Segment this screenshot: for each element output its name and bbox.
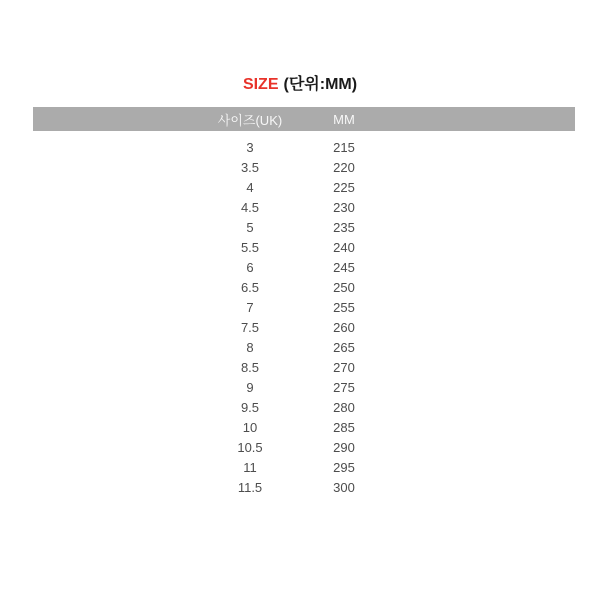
cell-mm: 285 (333, 419, 355, 435)
title-size-label: SIZE (242, 76, 279, 93)
table-row (33, 137, 575, 157)
table-row (33, 317, 575, 337)
cell-size-uk: 5 (246, 219, 254, 235)
cell-mm: 220 (333, 159, 355, 175)
cell-size-uk: 7.5 (240, 319, 260, 335)
table-row (33, 457, 575, 477)
cell-mm: 215 (333, 139, 355, 155)
table-row (33, 437, 575, 457)
cell-mm: 260 (333, 319, 355, 335)
cell-mm: 275 (333, 379, 355, 395)
cell-mm: 300 (333, 479, 355, 495)
cell-mm: 235 (333, 219, 355, 235)
cell-size-uk: 9.5 (240, 399, 260, 415)
table-row (33, 337, 575, 357)
table-row (33, 297, 575, 317)
table-row (33, 217, 575, 237)
table-row (33, 377, 575, 397)
size-table (33, 107, 575, 497)
cell-size-uk: 11.5 (237, 479, 263, 495)
cell-mm: 245 (333, 259, 355, 275)
page-title (0, 76, 600, 94)
table-row (33, 277, 575, 297)
cell-size-uk: 8.5 (240, 359, 260, 375)
cell-mm: 295 (333, 459, 355, 475)
cell-size-uk: 10.5 (237, 439, 263, 455)
cell-size-uk: 10 (242, 419, 258, 435)
cell-size-uk: 3 (246, 139, 254, 155)
cell-mm: 250 (333, 279, 355, 295)
cell-mm: 290 (333, 439, 355, 455)
cell-mm: 280 (333, 399, 355, 415)
cell-mm: 230 (333, 199, 355, 215)
cell-size-uk: 4.5 (240, 199, 260, 215)
title-unit-label: (단위:MM) (283, 76, 358, 93)
table-row (33, 197, 575, 217)
cell-mm: 240 (333, 239, 355, 255)
table-row (33, 397, 575, 417)
column-header-mm: MM (333, 111, 355, 127)
cell-size-uk: 6.5 (240, 279, 260, 295)
cell-size-uk: 8 (246, 339, 254, 355)
cell-size-uk: 9 (246, 379, 254, 395)
table-row (33, 157, 575, 177)
cell-mm: 265 (333, 339, 355, 355)
size-table-header-row (33, 107, 575, 131)
table-row (33, 477, 575, 497)
table-row (33, 357, 575, 377)
cell-size-uk: 4 (246, 179, 254, 195)
cell-size-uk: 7 (246, 299, 254, 315)
cell-mm: 225 (333, 179, 355, 195)
cell-size-uk: 11 (243, 459, 257, 475)
size-table-body (33, 131, 575, 497)
cell-size-uk: 6 (246, 259, 254, 275)
table-row (33, 257, 575, 277)
column-header-size-uk: 사이즈(UK) (217, 112, 283, 128)
cell-size-uk: 3.5 (240, 159, 260, 175)
table-row (33, 177, 575, 197)
cell-mm: 255 (333, 299, 355, 315)
table-row (33, 237, 575, 257)
table-row (33, 417, 575, 437)
cell-mm: 270 (333, 359, 355, 375)
cell-size-uk: 5.5 (240, 239, 260, 255)
